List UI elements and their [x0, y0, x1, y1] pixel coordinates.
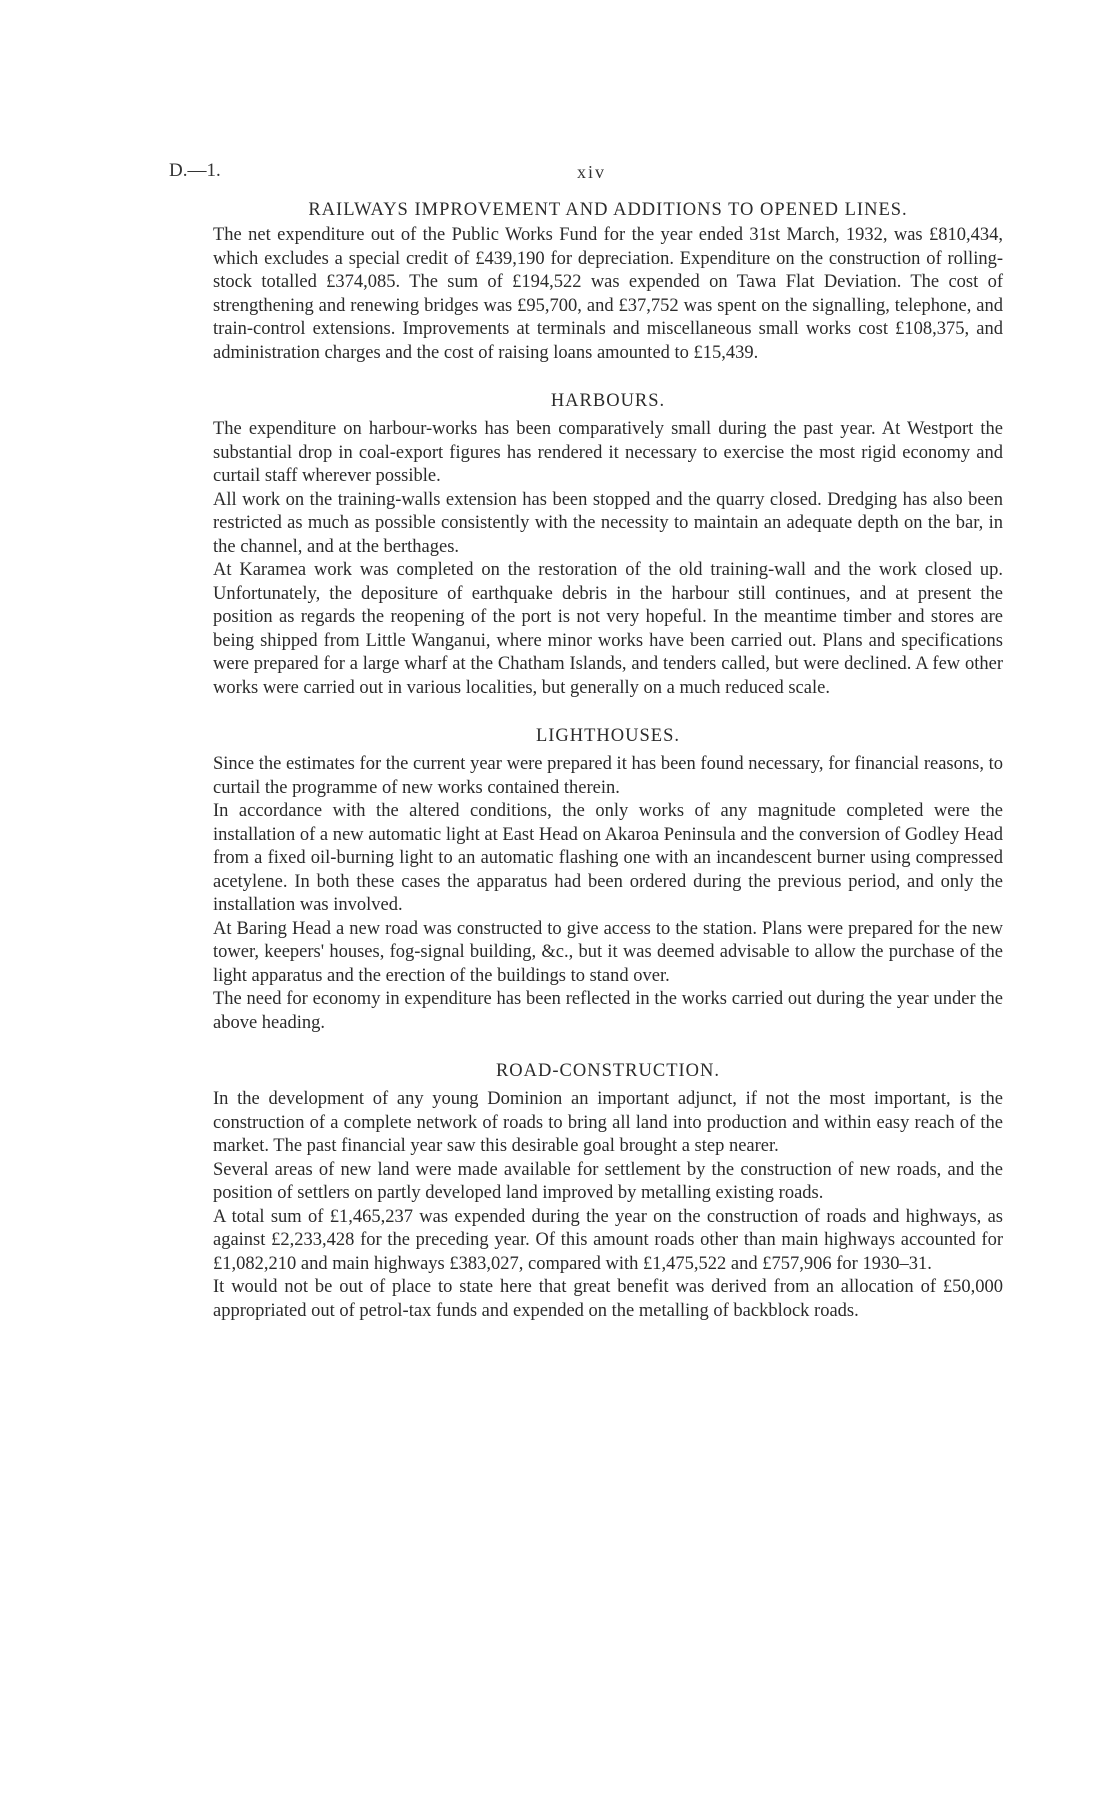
- section-railways: [213, 200, 1003, 365]
- section-title: HARBOURS.: [550, 391, 666, 411]
- paragraph: It would not be out of place to state here that great benefit was derived from an allocation of £50,000 appropriated out of petrol-tax funds and expended on the metalling of backblock roads.: [213, 1277, 1003, 1321]
- paragraph: The net expenditure out of the Public Works Fund for the year ended 31st March, 1932, was £810,434, which excludes a special credit of £439,190 for depreciation. Expenditure on the construction of rolling-stock totalled £374,085. The sum of £194,522 was expended on Tawa Flat Deviation. The cost of strengthening and renewing bridges was £95,700, and £37,752 was spent on the signalling, telephone, and train-control extensions. Improvements at terminals and miscellaneous small works cost £108,375, and administration charges and the cost of raising loans amounted to £15,439.: [213, 225, 1003, 363]
- page-number: xiv: [577, 162, 607, 182]
- paragraph: The expenditure on harbour-works has been comparatively small during the past year. At Westport the substantial drop in coal-export figures has rendered it necessary to exercise the most rigid economy and curtail staff wherever possible.: [213, 419, 1003, 486]
- paragraph: A total sum of £1,465,237 was expended during the year on the construction of roads and highways, as against £2,233,428 for the preceding year. Of this amount roads other than main highways accounted for £1,082,210 and main highways £383,027, compared with £1,475,522 and £757,906 for 1930–31.: [213, 1206, 1003, 1274]
- paragraph: In accordance with the altered conditions, the only works of any magnitude completed were the installation of a new automatic light at East Head on Akaroa Peninsula and the conversion of Godley Head from a fixed oil-burning light to an automatic flashing one with an incandescent burner using compressed acetylene. In both these cases the apparatus had been ordered during the previous period, and only the installation was involved.: [213, 801, 1003, 915]
- paragraph: In the development of any young Dominion an important adjunct, if not the most important, is the construction of a complete network of roads to bring all land into production and within easy reach of the market. The past financial year saw this desirable goal brought a step nearer.: [213, 1089, 1003, 1156]
- section-lighthouses: [213, 726, 1003, 1035]
- paragraph: Several areas of new land were made available for settlement by the construction of new roads, and the position of settlers on partly developed land improved by metalling existing roads.: [213, 1159, 1003, 1203]
- page-header: [169, 160, 1003, 190]
- document-reference: D.—1.: [169, 160, 221, 181]
- section-title: LIGHTHOUSES.: [535, 726, 681, 746]
- paragraph: At Baring Head a new road was constructed to give access to the station. Plans were prepared for the new tower, keepers' houses, fog-signal building, &c., but it was deemed advisable to allow the purchase of the light apparatus and the erection of the buildings to stand over.: [213, 918, 1003, 986]
- paragraph: At Karamea work was completed on the restoration of the old training-wall and the work closed up. Unfortunately, the depositure of earthquake debris in the harbour still continues, and at present the position as regards the reopening of the port is not very hopeful. In the meantime timber and stores are being shipped from Little Wanganui, where minor works have been carried out. Plans and specifications were prepared for a large wharf at the Chatham Islands, and tenders called, but were declined. A few other works were carried out in various localities, but generally on a much reduced scale.: [213, 560, 1003, 698]
- document-page: [169, 160, 1003, 1323]
- section-title: RAILWAYS IMPROVEMENT AND ADDITIONS TO OPENED LINES.: [308, 200, 908, 220]
- paragraph: All work on the training-walls extension has been stopped and the quarry closed. Dredging has also been restricted as much as possible consistently with the necessity to maintain an adequate depth on the bar, in the channel, and at the berthages.: [213, 489, 1003, 557]
- section-title: ROAD-CONSTRUCTION.: [495, 1061, 721, 1081]
- section-harbours: [213, 391, 1003, 700]
- paragraph: Since the estimates for the current year were prepared it has been found necessary, for financial reasons, to curtail the programme of new works contained therein.: [213, 754, 1003, 798]
- section-road-construction: [213, 1061, 1003, 1323]
- paragraph: The need for economy in expenditure has been reflected in the works carried out during the year under the above heading.: [213, 989, 1003, 1033]
